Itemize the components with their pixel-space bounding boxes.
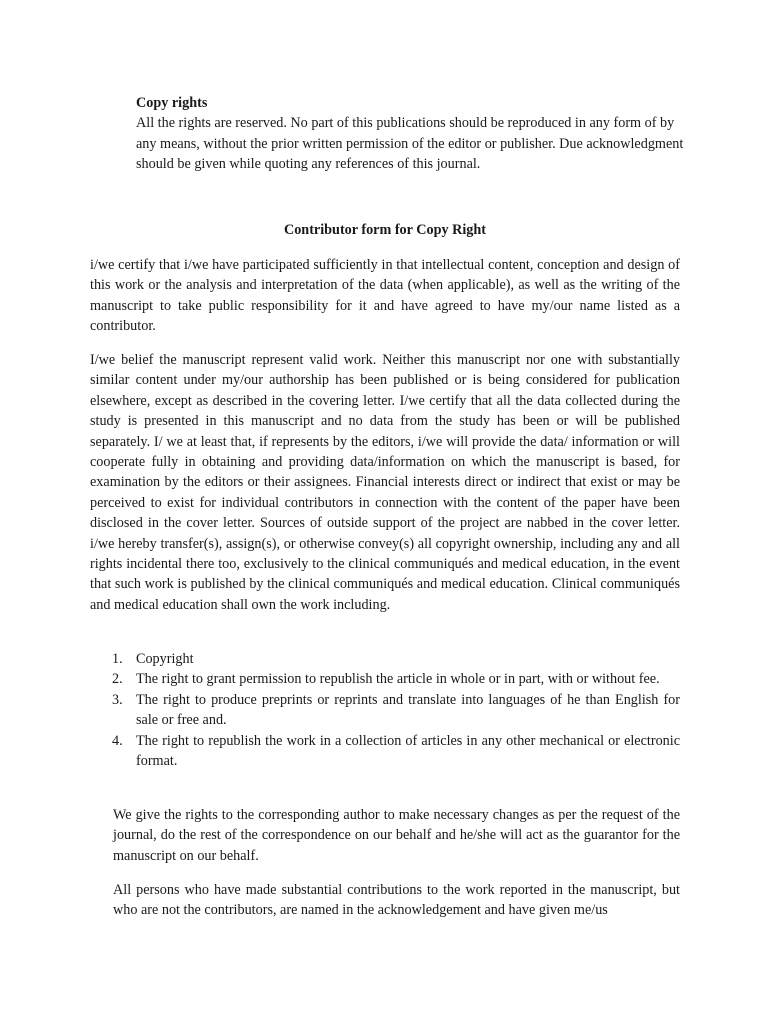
list-item-number: 3. <box>112 691 123 708</box>
list-item-number: 4. <box>112 732 123 749</box>
list-item <box>90 649 680 669</box>
list-item <box>90 731 680 772</box>
belief-paragraph: I/we belief the manuscript represent valid work. Neither this manuscript nor one with substantially similar content under my/our authorship has been published or is being considered for publication elsewhere, except as described in the covering letter. I/we certify that all the data collected during the study is presented in this manuscript and no data from the study has been or will be published separately. I/ we at least that, if represents by the editors, i/we will provide the data/ information or will cooperate fully in obtaining and providing data/information on which the manuscript is based, for examination by the editors or their assignees. Financial interests direct or indirect that exist or may be perceived to exist for individual contributors in connection with the content of the paper have been disclosed in the cover letter. Sources of outside support of the project are nabbed in the cover letter. i/we hereby transfer(s), assign(s), or otherwise convey(s) all copyright ownership, including any and all rights incidental there too, exclusively to the clinical communiqués and medical education, in the event that such work is published by the clinical communiqués and medical education. Clinical communiqués and medical education shall own the work including. <box>90 352 680 613</box>
copyrights-title: Copy rights <box>136 95 208 111</box>
copyrights-text: All the rights are reserved. No part of this publications should be reproduced in any form of by any means, without the prior written permission of the editor or publisher. Due acknowledgment should be given while quoting any references of this journal. <box>136 115 684 173</box>
list-item-text: Copyright <box>136 651 194 667</box>
list-item-number: 2. <box>112 671 123 688</box>
list-item-text: The right to grant permission to republish the article in whole or in part, with or without fee. <box>136 671 660 688</box>
acknowledgement-paragraph: All persons who have made substantial contributions to the work reported in the manuscript, but who are not the contributors, are named in the acknowledgement and have given me/us <box>113 882 680 919</box>
list-item-text: The right to republish the work in a collection of articles in any other mechanical or electronic format. <box>136 732 680 770</box>
certification-paragraph: i/we certify that i/we have participated sufficiently in that intellectual content, conception and design of this work or the analysis and interpretation of the data (when applicable), as well as the writing of the manuscript to take public responsibility for it and have agreed to have my/our name listed as a contributor. <box>90 257 680 335</box>
list-item-number: 1. <box>112 651 123 667</box>
corresponding-author-paragraph: We give the rights to the corresponding author to make necessary changes as per the request of the journal, do the rest of the correspondence on our behalf and he/she will act as the guarantor for the manuscript on our behalf. <box>113 807 680 864</box>
copyrights-section <box>136 93 684 175</box>
list-item <box>90 690 680 731</box>
list-item <box>90 669 680 689</box>
list-item-text: The right to produce preprints or reprints and translate into languages of he than English for sale or free and. <box>136 691 680 729</box>
form-title: Contributor form for Copy Right <box>283 222 487 238</box>
rights-list <box>90 649 680 771</box>
